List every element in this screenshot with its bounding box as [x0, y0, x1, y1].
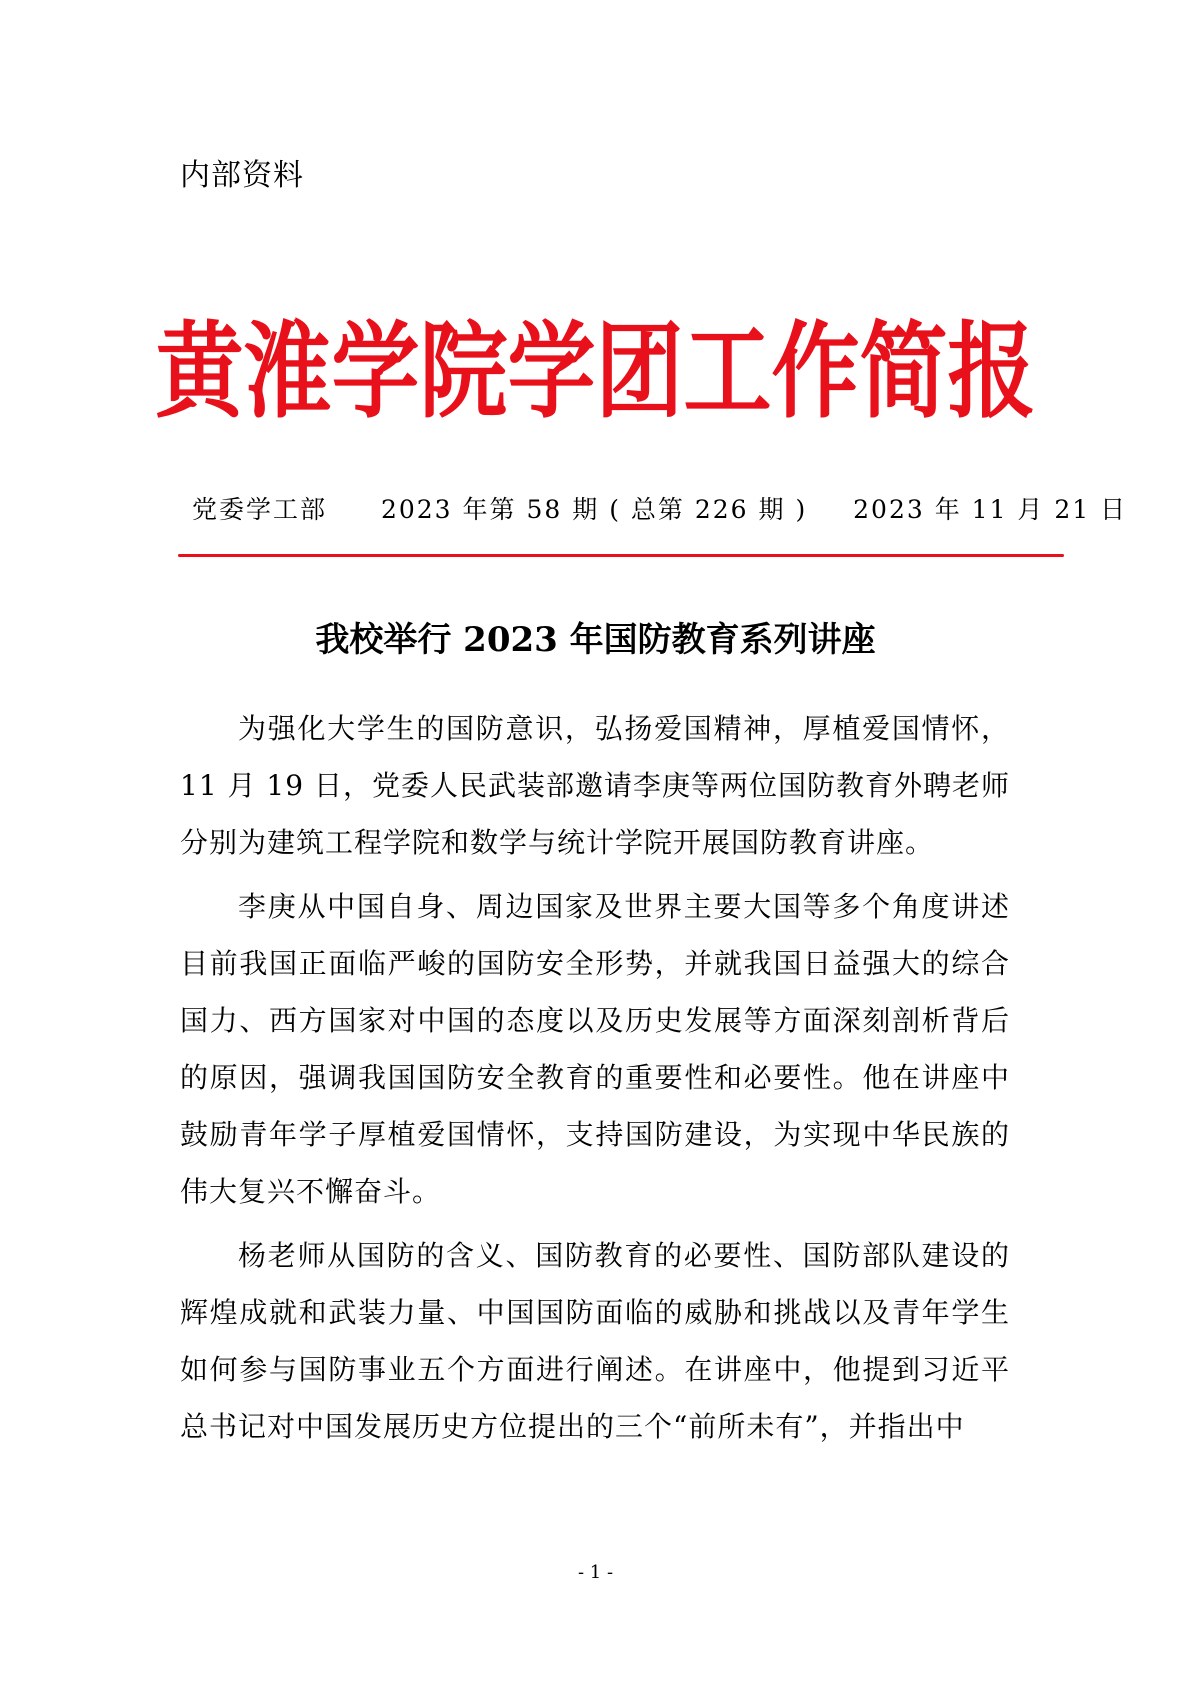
article-title: 我校举行 2023 年国防教育系列讲座	[315, 620, 876, 660]
issue-date: 2023 年 11 月 21 日	[853, 495, 1128, 524]
bulletin-masthead: 黄淮学院学团工作简报	[155, 309, 1036, 433]
paragraph-2: 李庚从中国自身、周边国家及世界主要大国等多个角度讲述目前我国正面临严峻的国防安全形势，并就我国日益强大的综合国力、西方国家对中国的态度以及历史发展等方面深刻剖析背后的原因，强调我国国防安全教育的重要性和必要性。他在讲座中鼓励青年学子厚植爱国情怀，支持国防建设，为实现中华民族的伟大复兴不懈奋斗。	[180, 890, 1010, 1208]
paragraph-1: 为强化大学生的国防意识，弘扬爱国精神，厚植爱国情怀，11 月 19 日，党委人民武装部邀请李庚等两位国防教育外聘老师分别为建筑工程学院和数学与统计学院开展国防教育讲座。	[180, 712, 1010, 859]
issuing-department: 党委学工部	[192, 495, 328, 524]
paragraph-3: 杨老师从国防的含义、国防教育的必要性、国防部队建设的辉煌成就和武装力量、中国国防面临的威胁和挑战以及青年学生如何参与国防事业五个方面进行阐述。在讲座中，他提到习近平总书记对中国发展历史方位提出的三个“前所未有”，并指出中	[180, 1239, 1010, 1443]
internal-material-label: 内部资料	[180, 158, 304, 193]
article-body	[180, 700, 1010, 1462]
page-number: - 1 -	[577, 1562, 614, 1583]
issue-number: 2023 年第 58 期 ( 总第 226 期 )	[380, 495, 808, 524]
red-divider-rule	[178, 554, 1064, 557]
issue-info-line	[192, 490, 1127, 526]
